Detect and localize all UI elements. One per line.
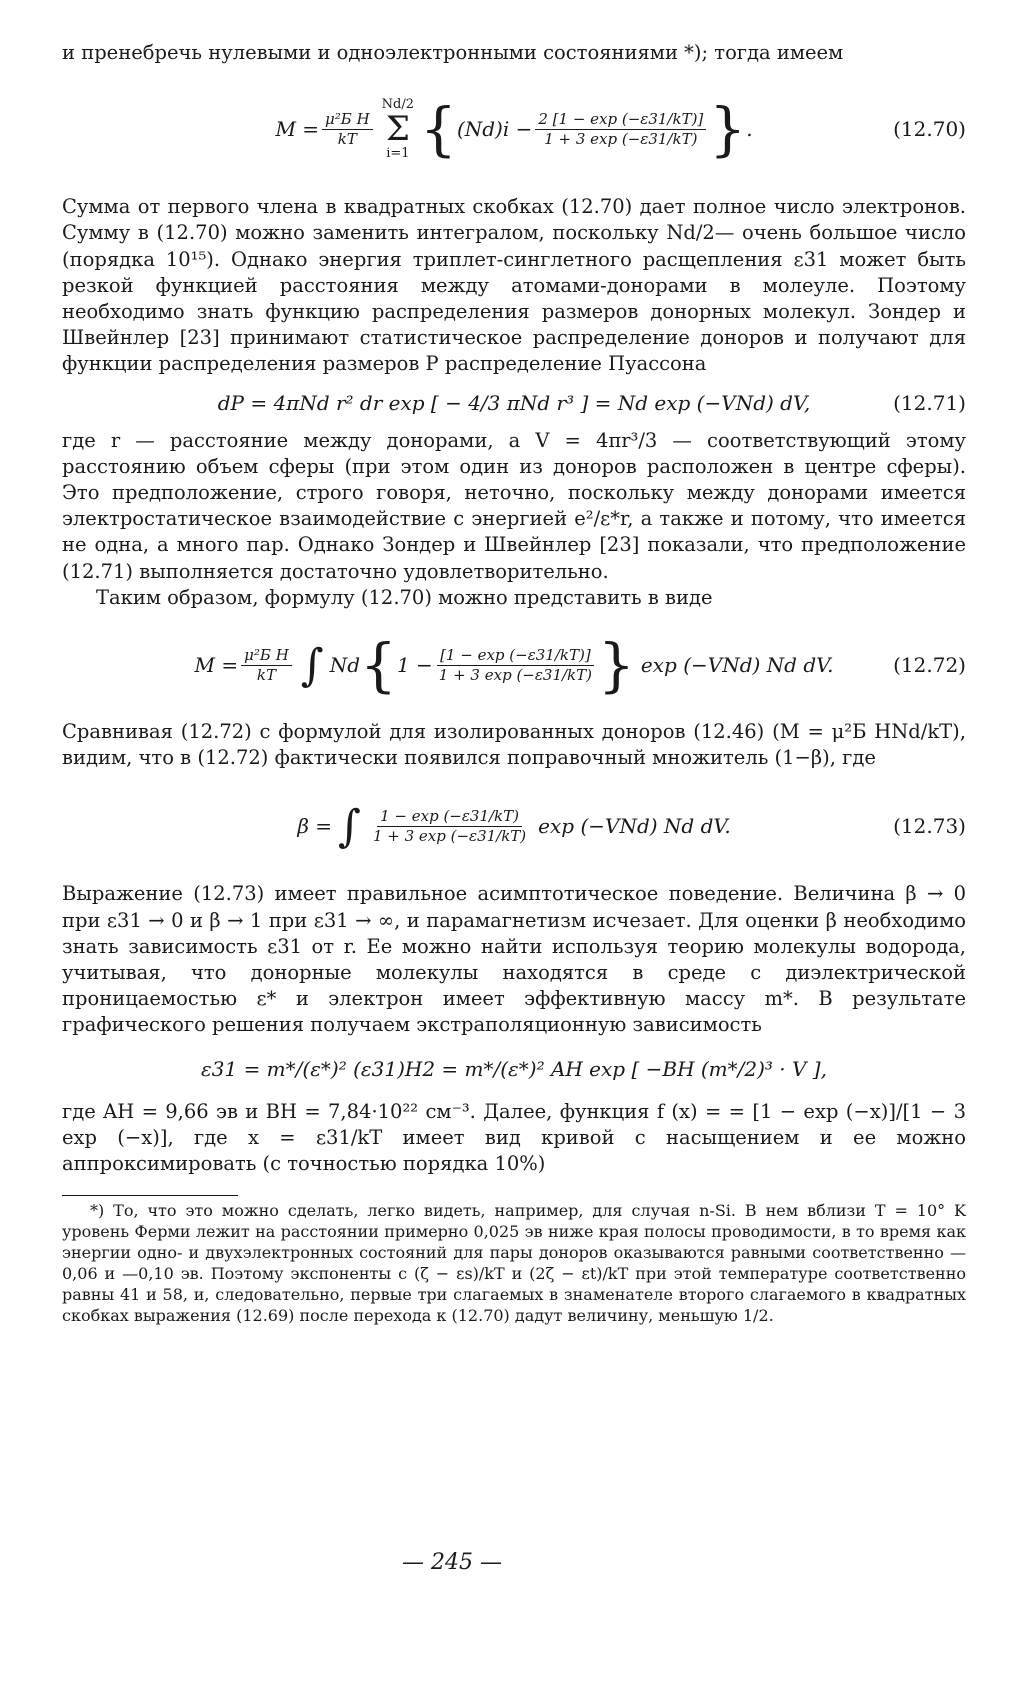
eq72-coef <box>241 647 292 683</box>
footnote: *) То, что это можно сделать, легко видеть, например, для случая n-Si. В нем вблизи T = 10° K уровень Ферми лежит на расстоянии примерно 0,025 эв ниже края полосы проводимости, в то время как энергии одно- и двухэлектронных состояний для пары доноров оказываются равными соответственно —0,06 и —0,10 эв. Поэтому экспоненты с (ζ − εs)/kT и (2ζ − εt)/kT при этой температуре соответственно равны 41 и 58, и, следовательно, первые три слагаемых в знаменателе второго слагаемого в квадратных скобках выражения (12.69) после перехода к (12.70) дадут величину, меньшую 1/2. <box>62 1201 966 1326</box>
eq71-number: (12.71) <box>893 390 966 415</box>
paragraph-2: где r — расстояние между донорами, а V = 4πr³/3 — соответствующий этому расстоянию объем сферы (при этом один из доноров расположен в центре сферы). Это предположение, строго говоря, неточно, поскольку между донорами имеется электростатическое взаимодействие с энергией e²/ε*r, а также и потому, что имеется не одна, а много пар. Однако Зондер и Швейнлер [23] показали, что предположение (12.71) выполняется достаточно удовлетворительно. <box>62 428 966 583</box>
paragraph-6: где AH = 9,66 эв и BH = 7,84·10²² см⁻³. Далее, функция f (x) = = [1 − exp (−x)]/[1 − 3 exp (−x)], где x = ε31/kT имеет вид кривой с насыщением и ее можно аппроксимировать (с точностью порядка 10%) <box>62 1099 966 1176</box>
eq72-number: (12.72) <box>893 653 966 678</box>
left-brace: { <box>420 95 457 164</box>
eq73-lhs: β = <box>297 814 332 839</box>
eq72-integral: ∫ <box>300 639 324 691</box>
eq70-coef-num: μ²Б H <box>322 111 373 130</box>
eq73-tail: exp (−VNd) Nd dV. <box>538 814 731 839</box>
eq72-frac-num: [1 − exp (−ε31/kT)] <box>437 647 594 666</box>
eq72-nd: Nd <box>329 653 361 678</box>
eq70-fraction <box>535 111 706 147</box>
eq70-coef <box>322 111 373 147</box>
right-brace: } <box>598 631 635 700</box>
eq70-coef-den: kT <box>337 129 357 148</box>
paragraph-3: Таким образом, формулу (12.70) можно представить в виде <box>96 585 713 609</box>
eq73-integral: ∫ <box>338 800 361 852</box>
eq70-sum-top: Nd/2 <box>381 97 415 113</box>
eq70-frac-num: 2 [1 − exp (−ε31/kT)] <box>535 111 706 130</box>
eq72-one: 1 − <box>396 653 433 678</box>
eq73-fraction <box>370 808 529 844</box>
eq72-coef-num: μ²Б H <box>241 647 292 666</box>
right-brace: } <box>709 95 747 164</box>
eq72-fraction <box>436 647 595 683</box>
eq70-lhs: M = <box>275 117 320 142</box>
left-brace: { <box>360 631 397 700</box>
equation-12-71 <box>62 378 966 428</box>
equation-12-73 <box>62 771 966 881</box>
eq74-body: ε31 = m*/(ε*)² (ε31)H2 = m*/(ε*)² AH exp [ −BH (m*/2)³ · V ], <box>201 1056 827 1081</box>
paragraph-4: Сравнивая (12.72) с формулой для изолированных доноров (12.46) (M = μ²Б HNd/kT), видим, что в (12.72) фактически появился поправочный множитель (1−β), где <box>62 720 966 770</box>
eq70-sum-sym: Σ <box>385 109 410 150</box>
eq72-frac-den: 1 + 3 exp (−ε31/kT) <box>438 665 593 684</box>
eq70-number: (12.70) <box>893 117 966 142</box>
eq73-number: (12.73) <box>893 814 966 839</box>
eq70-sum <box>382 97 414 161</box>
equation-12-72 <box>62 611 966 719</box>
eq72-lhs: M = <box>194 653 239 678</box>
eq70-term1: (Nd)i − <box>456 117 533 142</box>
eq71-body: dP = 4πNd r² dr exp [ − 4/3 πNd r³ ] = Nd exp (−VNd) dV, <box>217 390 811 415</box>
equation-12-70 <box>62 70 966 188</box>
eq72-tail: exp (−VNd) Nd dV. <box>640 653 834 678</box>
footnote-rule <box>62 1195 238 1196</box>
equation-eps31 <box>62 1039 966 1099</box>
eq73-frac-num: 1 − exp (−ε31/kT) <box>377 808 522 827</box>
eq70-sum-bot: i=1 <box>386 146 410 162</box>
eq70-frac-den: 1 + 3 exp (−ε31/kT) <box>544 129 698 148</box>
eq73-frac-den: 1 + 3 exp (−ε31/kT) <box>372 826 527 845</box>
eq72-coef-den: kT <box>256 665 277 684</box>
page-number: — 245 — <box>402 1550 502 1575</box>
paragraph-1: Сумма от первого члена в квадратных скобках (12.70) дает полное число электронов. Сумму в (12.70) можно заменить интегралом, поскольку Nd/2— очень большое число (порядка 10¹⁵). Однако энергия триплет-синглетного расщепления ε31 может быть резкой функцией расстояния между атомами-донорами в молеуле. Поэтому необходимо знать функцию распределения размеров донорных молекул. Зондер и Швейнлер [23] принимают статистическое распределение доноров и получают для функции распределения размеров P распределение Пуассона <box>62 195 966 376</box>
intro-line: и пренебречь нулевыми и одноэлектронными состояниями *); тогда имеем <box>62 41 844 64</box>
paragraph-5: Выражение (12.73) имеет правильное асимптотическое поведение. Величина β → 0 при ε31 → 0 и β → 1 при ε31 → ∞, и парамагнетизм исчезает. Для оценки β необходимо знать зависимость ε31 от r. Ее можно найти используя теорию молекулы водорода, учитывая, что донорные молекулы находятся в среде с диэлектрической проницаемостью ε* и электрон имеет эффективную массу m*. В результате графического решения получаем экстраполяционную зависимость <box>62 882 966 1037</box>
page-body <box>62 40 966 1326</box>
eq70-tail: . <box>746 117 753 142</box>
